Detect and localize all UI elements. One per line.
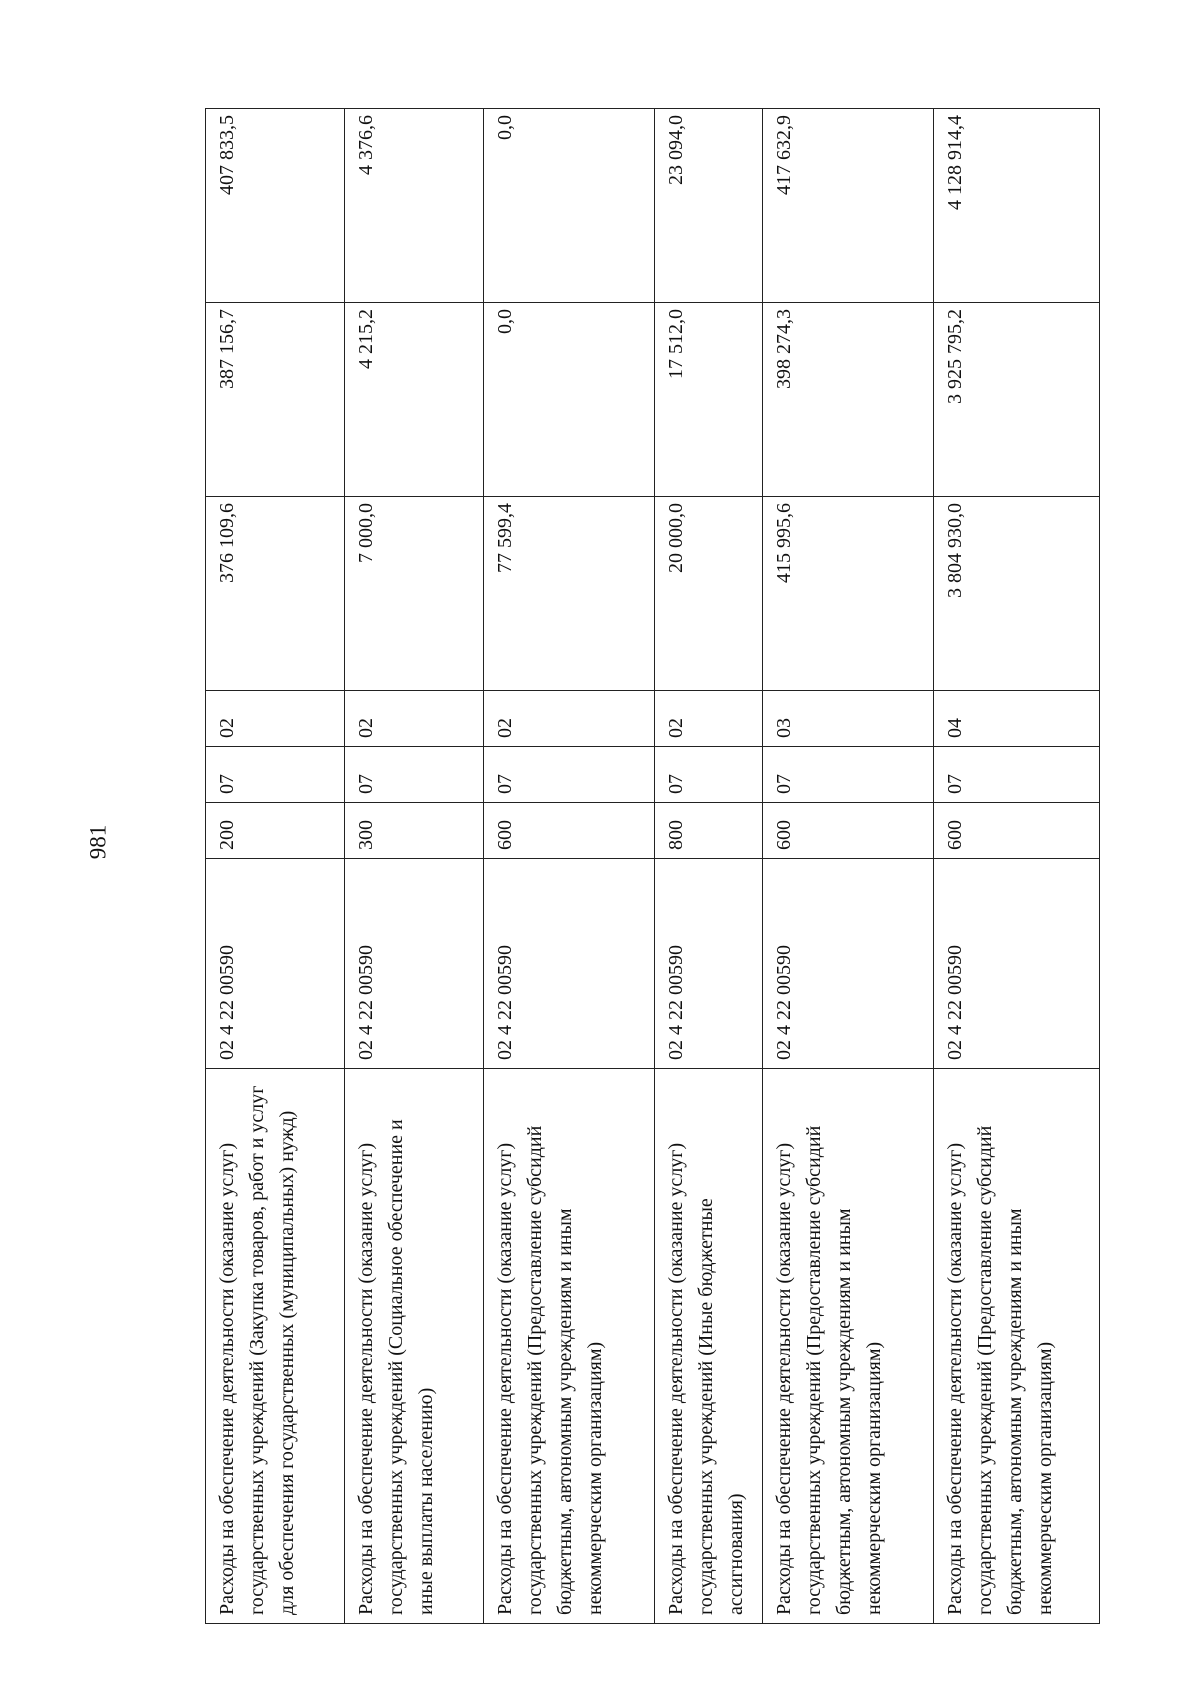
table-row	[655, 109, 763, 1624]
row-description: Расходы на обеспечение деятельности (оказание услуг) государственных учреждений (Социальное обеспечение и иные выплаты населению)	[345, 1069, 484, 1624]
row-subsection: 03	[763, 691, 934, 747]
row-target-code: 02 4 22 00590	[345, 859, 484, 1069]
row-amount-1: 376 109,6	[206, 497, 345, 691]
row-section: 07	[484, 747, 655, 803]
row-target-code: 02 4 22 00590	[655, 859, 763, 1069]
row-expense-type: 600	[934, 803, 1100, 859]
row-amount-1: 415 995,6	[763, 497, 934, 691]
row-expense-type: 600	[484, 803, 655, 859]
row-expense-type: 200	[206, 803, 345, 859]
row-amount-1: 20 000,0	[655, 497, 763, 691]
row-subsection: 02	[655, 691, 763, 747]
row-amount-2: 387 156,7	[206, 303, 345, 497]
row-target-code: 02 4 22 00590	[484, 859, 655, 1069]
row-target-code: 02 4 22 00590	[763, 859, 934, 1069]
row-amount-2: 17 512,0	[655, 303, 763, 497]
row-section: 07	[763, 747, 934, 803]
row-amount-2: 398 274,3	[763, 303, 934, 497]
table-row	[206, 109, 345, 1624]
row-amount-3: 0,0	[484, 109, 655, 303]
row-section: 07	[206, 747, 345, 803]
row-subsection: 02	[206, 691, 345, 747]
row-section: 07	[655, 747, 763, 803]
row-description: Расходы на обеспечение деятельности (оказание услуг) государственных учреждений (Иные бюджетные ассигнования)	[655, 1069, 763, 1624]
row-section: 07	[934, 747, 1100, 803]
row-amount-3: 23 094,0	[655, 109, 763, 303]
row-amount-2: 0,0	[484, 303, 655, 497]
row-amount-1: 7 000,0	[345, 497, 484, 691]
row-amount-2: 3 925 795,2	[934, 303, 1100, 497]
table-row	[484, 109, 655, 1624]
row-amount-2: 4 215,2	[345, 303, 484, 497]
budget-table-frame	[205, 109, 1100, 1624]
row-amount-3: 417 632,9	[763, 109, 934, 303]
row-amount-1: 77 599,4	[484, 497, 655, 691]
row-expense-type: 600	[763, 803, 934, 859]
row-expense-type: 300	[345, 803, 484, 859]
budget-table	[205, 108, 1100, 1624]
row-description: Расходы на обеспечение деятельности (оказание услуг) государственных учреждений (Предоставление субсидий бюджетным, автономным учреждениям и иным некоммерческим организациям)	[934, 1069, 1100, 1624]
row-expense-type: 800	[655, 803, 763, 859]
row-amount-3: 4 128 914,4	[934, 109, 1100, 303]
table-row	[345, 109, 484, 1624]
row-amount-1: 3 804 930,0	[934, 497, 1100, 691]
row-section: 07	[345, 747, 484, 803]
row-amount-3: 407 833,5	[206, 109, 345, 303]
page-number	[78, 812, 118, 872]
page-number-text: 981	[85, 824, 110, 860]
row-description: Расходы на обеспечение деятельности (оказание услуг) государственных учреждений (Предоставление субсидий бюджетным, автономным учреждениям и иным некоммерческим организациям)	[484, 1069, 655, 1624]
row-description: Расходы на обеспечение деятельности (оказание услуг) государственных учреждений (Закупка товаров, работ и услуг для обеспечения государственных (муниципальных) нужд)	[206, 1069, 345, 1624]
row-subsection: 02	[345, 691, 484, 747]
table-row	[934, 109, 1100, 1624]
row-description: Расходы на обеспечение деятельности (оказание услуг) государственных учреждений (Предоставление субсидий бюджетным, автономным учреждениям и иным некоммерческим организациям)	[763, 1069, 934, 1624]
row-amount-3: 4 376,6	[345, 109, 484, 303]
row-target-code: 02 4 22 00590	[206, 859, 345, 1069]
row-target-code: 02 4 22 00590	[934, 859, 1100, 1069]
row-subsection: 02	[484, 691, 655, 747]
row-subsection: 04	[934, 691, 1100, 747]
table-row	[763, 109, 934, 1624]
